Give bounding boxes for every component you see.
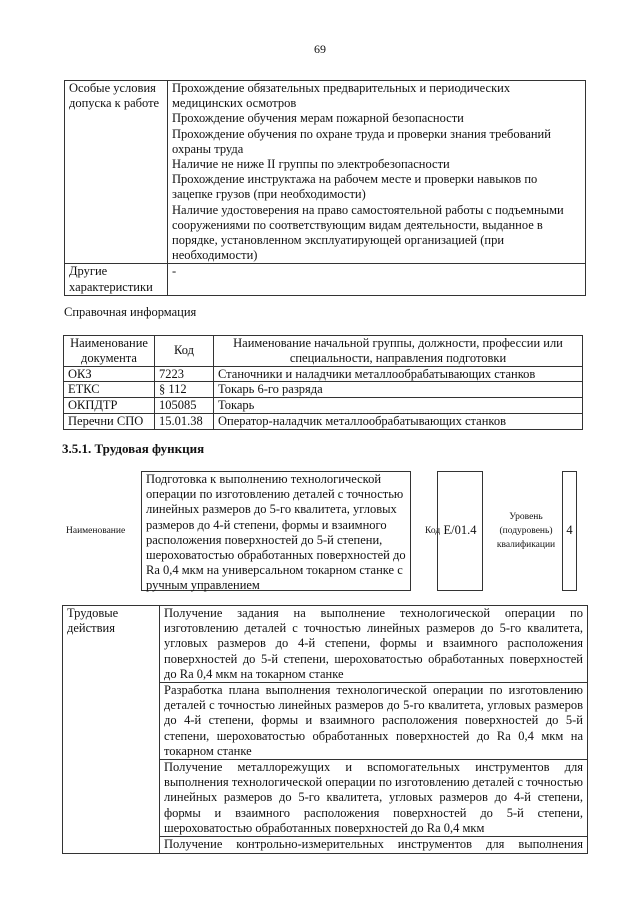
- row-value: [168, 81, 586, 264]
- list-item: Прохождение инструктажа на рабочем месте и проверки навыков по зацепке грузов (при необходимости): [172, 172, 538, 202]
- reference-table: [63, 335, 583, 430]
- row-label: Особые условия допуска к работе: [65, 81, 168, 264]
- action-item: Разработка плана выполнения технологической операции по изготовлению деталей с точностью линейных размеров до 5-го квалитета, угловых размеров до 4-й степени, формы и взаимного расположения поверхностей до 5-й степени, шероховатостью обработанных поверхностей до Ra 0,4 мкм на токарном станке: [160, 683, 588, 760]
- section-heading: 3.5.1. Трудовая функция: [62, 441, 205, 456]
- table-row: [65, 81, 586, 264]
- function-name: Подготовка к выполнению технологической операции по изготовлению деталей с точностью линейных размеров до 5-го квалитета, угловых размеров до 4-й степени, формы и взаимного расположения поверхностей до 5-й степени, шероховатостью обработанных поверхностей до Ra 0,4 мкм на универсальном токарном станке с ручным управлением: [141, 471, 411, 591]
- row-value: -: [168, 264, 586, 295]
- cell: Перечни СПО: [64, 413, 155, 429]
- action-item-cell: [160, 837, 588, 854]
- cell: ЕТКС: [64, 382, 155, 398]
- header-cell: Наименование документа: [64, 336, 155, 367]
- admission-conditions-table: [64, 80, 586, 296]
- level-label: Уровень (подуровень) квалификации: [496, 512, 556, 550]
- list-item: Прохождение обучения мерам пожарной безопасности: [172, 111, 464, 126]
- table-row: [64, 413, 583, 429]
- function-code: [437, 471, 483, 591]
- qualification-level: [562, 471, 577, 591]
- cell: ОКПДТР: [64, 398, 155, 414]
- row-label: Трудовые действия: [63, 606, 160, 854]
- table-row: [64, 366, 583, 382]
- list-item: Прохождение обязательных предварительных и периодических медицинских осмотров: [172, 81, 511, 111]
- cell: 105085: [155, 398, 214, 414]
- row-label: Другие характеристики: [65, 264, 168, 295]
- cell: Токарь 6-го разряда: [214, 382, 583, 398]
- cell: ОКЗ: [64, 366, 155, 382]
- header-cell: Код: [155, 336, 214, 367]
- cell: 15.01.38: [155, 413, 214, 429]
- list-item: Наличие удостоверения на право самостоятельной работы с подъемными сооружениями по соответствующим видам деятельности, выданное в порядке, установленном эксплуатирующей организацией (при необходимости): [172, 202, 564, 263]
- action-item: Получение металлорежущих и вспомогательных инструментов для выполнения технологической операции по изготовлению деталей с точностью линейных размеров до 5-го квалитета, угловых размеров до 4-й степени, формы и взаимного расположения поверхностей до 5-й степени, шероховатостью обработанных поверхностей до Ra 0,4 мкм: [160, 760, 588, 837]
- section-title: Справочная информация: [64, 305, 197, 319]
- list-item: Прохождение обучения по охране труда и проверки знания требований охраны труда: [172, 126, 551, 156]
- name-label: Наименование: [66, 526, 126, 536]
- cell: Токарь: [214, 398, 583, 414]
- code-label: Код: [425, 526, 441, 536]
- labor-actions-table: [62, 605, 588, 854]
- action-item: Получение задания на выполнение технологической операции по изготовлению деталей с точностью линейных размеров до 5-го квалитета, угловых размеров до 4-й степени, формы и взаимного расположения поверхностей до 5-й степени, шероховатостью обработанных поверхностей до Ra 0,4 мкм на токарном станке: [160, 606, 588, 683]
- table-row: [65, 264, 586, 295]
- table-row: [64, 398, 583, 414]
- table-header: [64, 336, 583, 367]
- action-item: Получение контрольно-измерительных инструментов для выполнения: [164, 837, 583, 852]
- cell: Станочники и наладчики металлообрабатывающих станков: [214, 366, 583, 382]
- level-value: 4: [566, 523, 573, 538]
- list-item: Наличие не ниже II группы по электробезопасности: [172, 157, 450, 172]
- table-row: [63, 606, 588, 683]
- cell: § 112: [155, 382, 214, 398]
- page-number: 69: [314, 42, 326, 56]
- cell: Оператор-наладчик металлообрабатывающих станков: [214, 413, 583, 429]
- header-cell: Наименование начальной группы, должности, профессии или специальности, направления подготовки: [214, 336, 583, 367]
- code-value: E/01.4: [443, 523, 477, 538]
- table-row: [64, 382, 583, 398]
- cell: 7223: [155, 366, 214, 382]
